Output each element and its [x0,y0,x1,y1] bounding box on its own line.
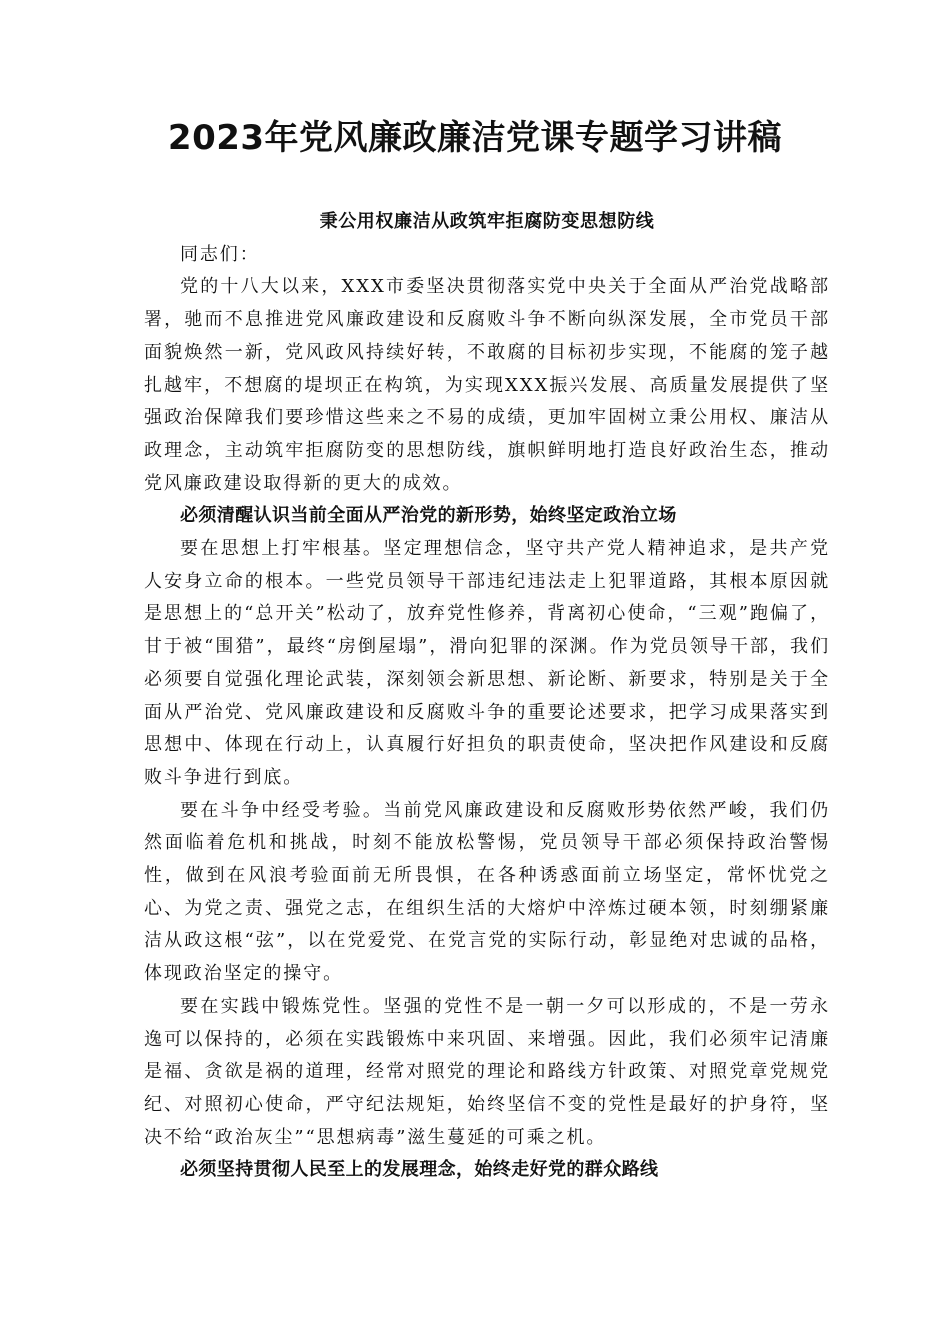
document-body [144,206,830,1187]
section-heading-2: 必须坚持贯彻人民至上的发展理念，始终走好党的群众路线 [180,1159,659,1181]
document-title: 2023年党风廉政廉洁党课专题学习讲稿 [167,118,783,158]
section-heading-1: 必须清醒认识当前全面从严治党的新形势，始终坚定政治立场 [180,505,677,527]
section1-paragraph-2: 要在斗争中经受考验。当前党风廉政建设和反腐败形势依然严峻，我们仍然面临着危机和挑战，时刻不能放松警惕，党员领导干部必须保持政治警惕性，做到在风浪考验面前无所畏惧，在各种诱惑面前立场坚定，常怀忧党之心、为党之责、强党之志，在组织生活的大熔炉中淬炼过硬本领，时刻绷紧廉洁从政这根“弦”，以在党爱党、在党言党的实际行动，彰显绝对忠诚的品格，体现政治坚定的操守。 [144,799,830,985]
section1-paragraph-1: 要在思想上打牢根基。坚定理想信念，坚守共产党人精神追求，是共产党人安身立命的根本。一些党员领导干部违纪违法走上犯罪道路，其根本原因就是思想上的“总开关”松动了，放弃党性修养，背离初心使命，“三观”跑偏了，甘于被“围猎”，最终“房倒屋塌”，滑向犯罪的深渊。作为党员领导干部，我们必须要自觉强化理论武装，深刻领会新思想、新论断、新要求，特别是关于全面从严治党、党风廉政建设和反腐败斗争的重要论述要求，把学习成果落实到思想中、体现在行动上，认真履行好担负的职责使命，坚决把作风建设和反腐败斗争进行到底。 [144,538,830,788]
intro-paragraph: 党的十八大以来，XXX市委坚决贯彻落实党中央关于全面从严治党战略部署，驰而不息推进党风廉政建设和反腐败斗争不断向纵深发展，全市党员干部面貌焕然一新，党风政风持续好转，不敢腐的目标初步实现，不能腐的笼子越扎越牢，不想腐的堤坝正在构筑，为实现XXX振兴发展、高质量发展提供了坚强政治保障我们要珍惜这些来之不易的成绩，更加牢固树立秉公用权、廉洁从政理念，主动筑牢拒腐防变的思想防线，旗帜鲜明地打造良好政治生态，推动党风廉政建设取得新的更大的成效。 [144,276,830,494]
salutation: 同志们： [180,243,260,265]
section1-paragraph-3: 要在实践中锻炼党性。坚强的党性不是一朝一夕可以形成的，不是一劳永逸可以保持的，必须在实践锻炼中来巩固、来增强。因此，我们必须牢记清廉是福、贪欲是祸的道理，经常对照党的理论和路线方针政策、对照党章党规党纪、对照初心使命，严守纪法规矩，始终坚信不变的党性是最好的护身符，坚决不给“政治灰尘”“思想病毒”滋生蔓延的可乘之机。 [144,995,830,1148]
document-subtitle: 秉公用权廉洁从政筑牢拒腐防变思想防线 [319,211,655,232]
